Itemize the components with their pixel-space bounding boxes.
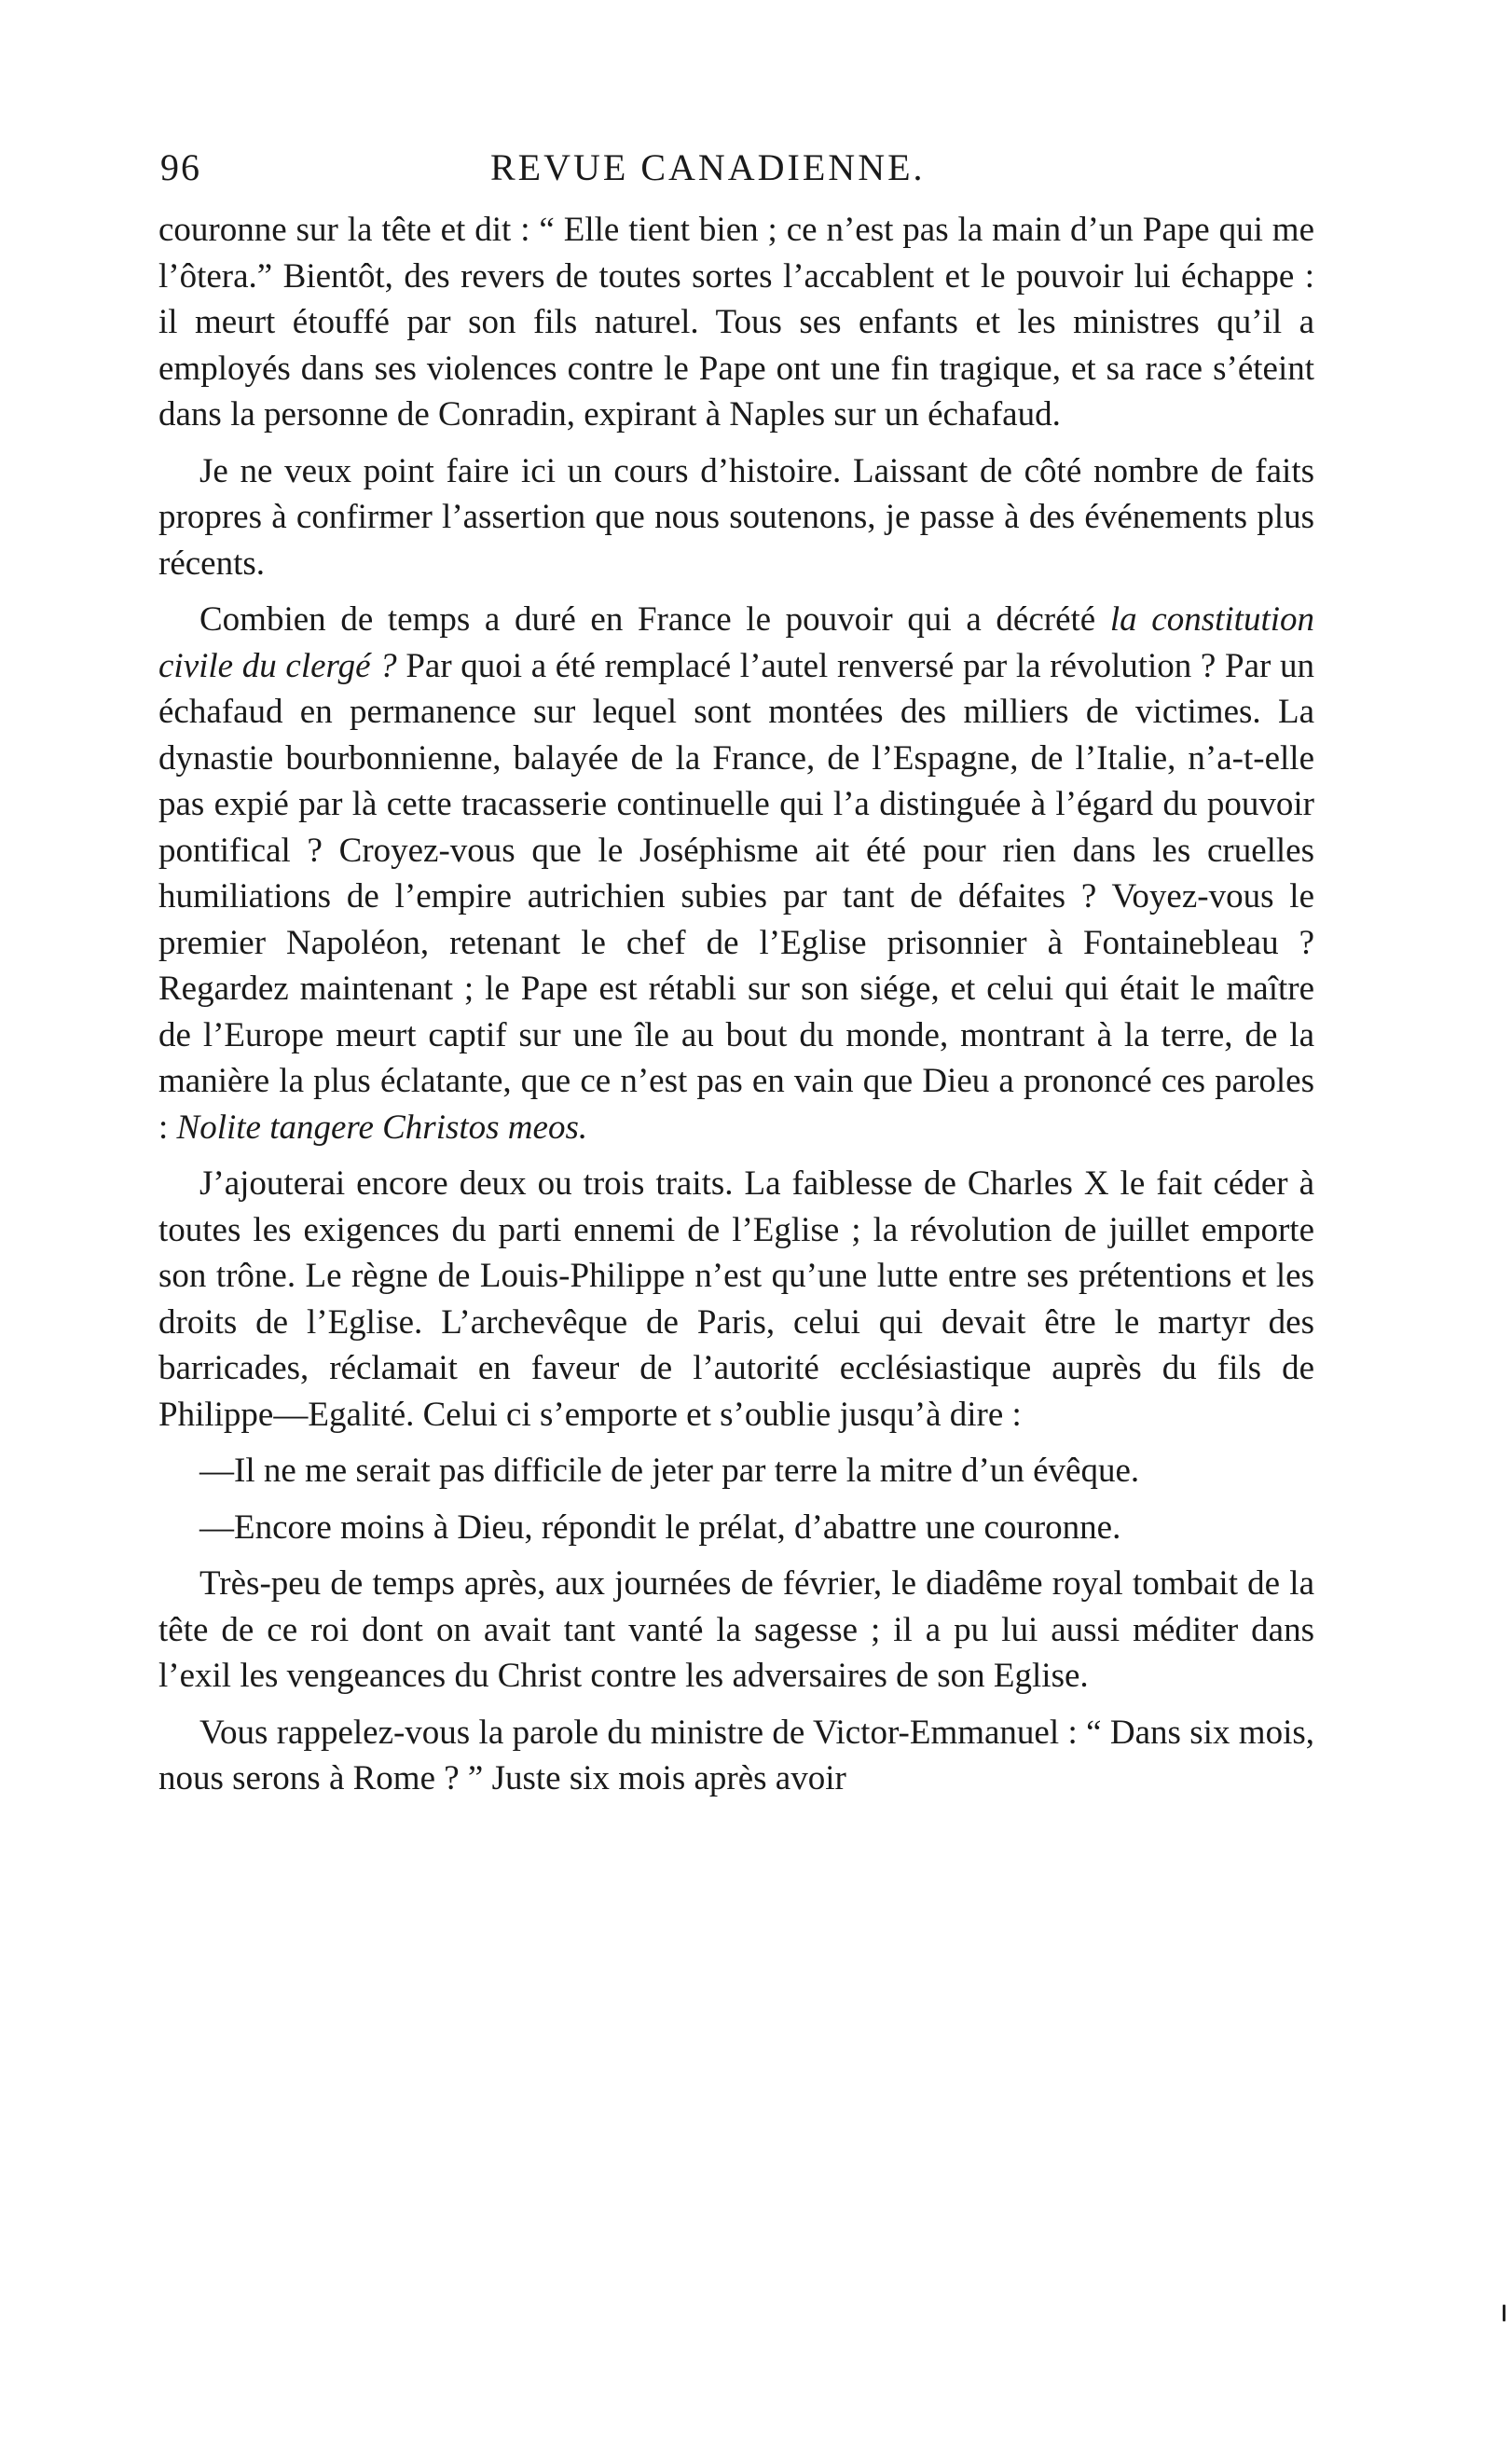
- page-number: 96: [160, 146, 201, 188]
- scan-artifact-mark: [1503, 2305, 1505, 2321]
- paragraph-1: couronne sur la tête et dit : “ Elle tient bien ; ce n’est pas la main d’un Pape qui me l’ôtera.” Bientôt, des revers de toutes sortes l’accablent et le pouvoir lui échappe : il meurt étouffé par son fils naturel. Tous ses enfants et les ministres qu’il a employés dans ses violences contre le Pape ont une fin tragique, et sa race s’éteint dans la personne de Conradin, expirant à Naples sur un échafaud.: [158, 211, 1314, 434]
- paragraph-3-part-2: Par quoi a été remplacé l’autel renversé par la révolution ? Par un échafaud en permanence sur lequel sont montées des milliers de victimes. La dynastie bourbonnienne, balayée de la France, de l’Espagne, de l’Italie, n’a-t-elle pas expié par là cette tracasserie continuelle qui l’a distinguée à l’égard du pouvoir pontifical ? Croyez-vous que le Joséphisme ait été pour rien dans les cruelles humiliations de l’empire autrichien subies par tant de défaites ? Voyez-vous le premier Napoléon, retenant le chef de l’Eglise prisonnier à Fontainebleau ? Regardez maintenant ; le Pape est rétabli sur son siége, et celui qui était le maître de l’Europe meurt captif sur une île au bout du monde, montrant à la terre, de la manière la plus éclatante, que ce n’est pas en vain que Dieu a prononcé ces paroles :: [158, 646, 1314, 1147]
- body-text: [158, 207, 1314, 1802]
- paragraph-4: J’ajouterai encore deux ou trois traits. La faiblesse de Charles X le fait céder à toutes les exigences du parti ennemi de l’Eglise ; la révolution de juillet emporte son trône. Le règne de Louis-Philippe n’est qu’une lutte entre ses prétentions et les droits de l’Eglise. L’archevêque de Paris, celui qui devait être le martyr des barricades, réclamait en faveur de l’autorité ecclésiastique auprès du fils de Philippe—Egalité. Celui ci s’emporte et s’oublie jusqu’à dire :: [158, 1164, 1314, 1434]
- italic-constitution-civile: la constitution civile du clergé ?: [158, 600, 1315, 685]
- paragraph-5: Très-peu de temps après, aux journées de février, le diadême royal tombait de la tête de ce roi dont on avait tant vanté la sagesse ; il a pu lui aussi méditer dans l’exil les vengeances du Christ contre les adversaires de son Eglise.: [158, 1564, 1314, 1695]
- document-page: [158, 140, 1314, 1802]
- running-title: REVUE CANADIENNE.: [490, 146, 926, 188]
- dialogue-line-1: —Il ne me serait pas difficile de jeter par terre la mitre d’un évêque.: [199, 1452, 1140, 1490]
- paragraph-3: [158, 597, 1314, 1150]
- paragraph-3-part-1: Combien de temps a duré en France le pouvoir qui a décrété: [199, 600, 1110, 639]
- page-header: [158, 140, 1314, 196]
- paragraph-6: Vous rappelez-vous la parole du ministre de Victor-Emmanuel : “ Dans six mois, nous serons à Rome ? ” Juste six mois après avoir: [158, 1713, 1314, 1797]
- dialogue-line-2: —Encore moins à Dieu, répondit le prélat, d’abattre une couronne.: [199, 1508, 1121, 1547]
- paragraph-2: Je ne veux point faire ici un cours d’histoire. Laissant de côté nombre de faits propres à confirmer l’assertion que nous soutenons, je passe à des événements plus récents.: [158, 451, 1314, 583]
- italic-nolite-tangere: Nolite tangere Christos meos.: [176, 1108, 588, 1147]
